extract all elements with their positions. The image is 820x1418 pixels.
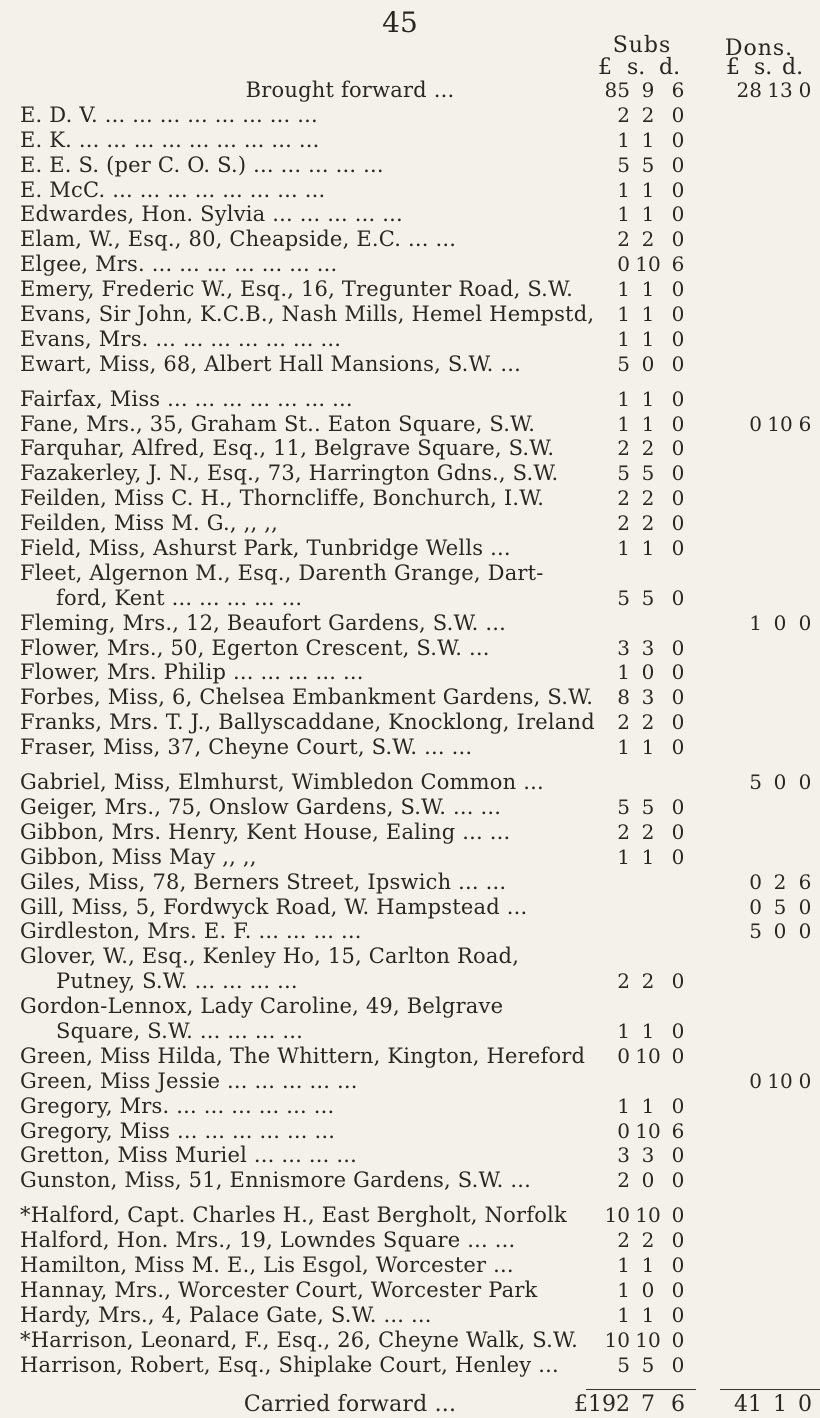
subs-pence: 0: [671, 1168, 685, 1193]
subs-unit-pence: d.: [659, 55, 681, 80]
subscriber-name: Fairfax, Miss ... ... ... ... ... ... ...: [20, 386, 353, 411]
subs-shillings: 10: [635, 1327, 661, 1352]
dons-pence: 0: [798, 1068, 812, 1093]
ledger-row: [20, 1228, 800, 1253]
ledger-row: [20, 894, 812, 920]
subs-shillings: 1: [641, 844, 655, 869]
subs-pounds: 2: [617, 969, 630, 994]
subs-pence: 0: [671, 585, 685, 610]
ledger-row: [20, 103, 800, 128]
subscriber-name: Ewart, Miss, 68, Albert Hall Mansions, S.W. ...: [20, 351, 522, 376]
carried-dons-pounds: 41: [734, 1392, 762, 1418]
dons-shillings: 0: [773, 610, 787, 635]
subs-pence: 0: [671, 1093, 685, 1118]
subs-pence: 0: [671, 302, 685, 327]
subs-pence: 0: [671, 461, 685, 486]
subs-pence: 0: [671, 710, 685, 735]
subscriber-name: Gretton, Miss Muriel ... ... ... ...: [20, 1143, 358, 1168]
dons-pounds: 0: [749, 1068, 762, 1093]
subscriber-name: Flower, Mrs. Philip ... ... ... ... ...: [20, 660, 364, 685]
dons-pence: 6: [798, 411, 812, 436]
subscriber-name: E. E. S. (per C. O. S.) ... ... ... ... ...: [20, 152, 384, 177]
dons-unit-pounds: £: [726, 55, 740, 80]
subs-pounds: 8: [617, 685, 630, 710]
subs-pence: 0: [671, 486, 685, 511]
dons-unit-shillings: s.: [754, 55, 773, 80]
subs-pounds: 1: [617, 735, 630, 760]
subs-pounds: 0: [617, 1043, 630, 1068]
subscriber-name: Franks, Mrs. T. J., Ballyscaddane, Knocklong, Ireland: [20, 710, 595, 735]
subs-pounds: 1: [617, 844, 630, 869]
subs-pence: 0: [671, 1143, 685, 1168]
dons-pence: 0: [798, 770, 812, 795]
subscriber-name: *Harrison, Leonard, F., Esq., 26, Cheyne Walk, S.W.: [20, 1327, 578, 1352]
ledger-row: [20, 153, 800, 178]
subs-pence: 0: [671, 1277, 685, 1302]
subs-pence: 0: [671, 326, 685, 351]
subs-pence: 0: [671, 1203, 685, 1228]
subs-shillings: 2: [641, 227, 655, 252]
subscription-ledger: [20, 78, 812, 1418]
ledger-row: [20, 869, 812, 895]
subscriber-name: Evans, Mrs. ... ... ... ... ... ... ...: [20, 326, 342, 351]
subs-pounds: 2: [617, 436, 630, 461]
subs-pence: 0: [671, 351, 685, 376]
subs-pence: 0: [671, 1352, 685, 1377]
ledger-row: [20, 1143, 800, 1168]
subs-pounds: 2: [617, 227, 630, 252]
subs-pounds: 1: [617, 1277, 630, 1302]
section-gap: [20, 760, 800, 770]
subs-shillings: 10: [635, 1118, 661, 1143]
carried-forward-row: [20, 1392, 812, 1418]
subs-pence: 0: [671, 735, 685, 760]
ledger-row: [20, 586, 800, 611]
subs-pence: 6: [671, 1118, 685, 1143]
subscriber-name: Forbes, Miss, 6, Chelsea Embankment Gardens, S.W.: [20, 685, 594, 710]
subs-shillings: 10: [635, 1203, 661, 1228]
subs-pence: 0: [671, 794, 685, 819]
subscriber-name: Hardy, Mrs., 4, Palace Gate, S.W. ... ...: [20, 1302, 432, 1327]
subscriber-name: Emery, Frederic W., Esq., 16, Tregunter Road, S.W.: [20, 277, 574, 302]
dons-pounds: 5: [749, 770, 762, 795]
subs-pence: 0: [671, 536, 685, 561]
ledger-row: [20, 1168, 800, 1193]
ledger-row: [20, 820, 800, 845]
subscriber-name: Elgee, Mrs. ... ... ... ... ... ... ...: [20, 252, 338, 277]
dons-pounds: 1: [749, 610, 762, 635]
ledger-row: [20, 1019, 800, 1044]
ledger-row: [20, 387, 800, 412]
subs-shillings: 2: [641, 1228, 655, 1253]
subs-pounds: 5: [617, 461, 630, 486]
ledger-row: [20, 486, 800, 511]
ledger-row: [20, 1328, 800, 1353]
subs-shillings: 1: [641, 127, 655, 152]
ledger-row: [20, 227, 800, 252]
dons-header: Dons.: [724, 36, 794, 61]
subs-shillings: 1: [641, 735, 655, 760]
subs-pounds: 10: [604, 1203, 630, 1228]
subs-unit-shillings: s.: [627, 55, 646, 80]
subs-pounds: 1: [617, 127, 630, 152]
subs-pounds: 1: [617, 1018, 630, 1043]
subscriber-name: E. D. V. ... ... ... ... ... ... ... ...: [20, 102, 318, 127]
subs-shillings: 5: [641, 1352, 655, 1377]
subs-shillings: 1: [641, 1252, 655, 1277]
ledger-row: [20, 327, 800, 352]
dons-pence: 0: [798, 78, 812, 102]
subs-shillings: 3: [641, 635, 655, 660]
dons-pounds: 0: [749, 411, 762, 436]
ledger-row: [20, 919, 812, 944]
subscriber-name: Farquhar, Alfred, Esq., 11, Belgrave Square, S.W.: [20, 436, 555, 461]
ledger-row: [20, 1303, 800, 1328]
subscriber-name: Geiger, Mrs., 75, Onslow Gardens, S.W. ... ...: [20, 794, 502, 819]
ledger-row: [20, 1203, 800, 1228]
ledger-row: [20, 511, 800, 536]
subscriber-name: Harrison, Robert, Esq., Shiplake Court, Henley ...: [20, 1352, 559, 1377]
ledger-row: [20, 561, 800, 586]
subs-pounds: 1: [617, 386, 630, 411]
ledger-row: [20, 536, 800, 561]
subs-pounds: 1: [617, 202, 630, 227]
ledger-row: [20, 1094, 800, 1119]
ledger-row: [20, 277, 800, 302]
carried-dons-pence: 0: [798, 1392, 812, 1418]
subs-shillings: 3: [641, 685, 655, 710]
ledger-row: [20, 735, 800, 760]
subs-pounds: 1: [617, 1302, 630, 1327]
carried-subs-pence: 6: [671, 1392, 685, 1418]
subs-pounds: 1: [617, 660, 630, 685]
dons-pounds: 0: [749, 869, 762, 894]
section-gap: [20, 1377, 800, 1387]
ledger-row: [20, 436, 800, 461]
subs-pounds: 1: [617, 536, 630, 561]
subs-pence: 0: [671, 1018, 685, 1043]
subs-pence: 0: [671, 635, 685, 660]
ledger-row: [20, 710, 800, 735]
subscriber-name: Putney, S.W. ... ... ... ...: [56, 969, 298, 994]
subs-pounds: 1: [617, 302, 630, 327]
subs-pence: 0: [671, 819, 685, 844]
subscriber-name: Gill, Miss, 5, Fordwyck Road, W. Hampstead ...: [20, 894, 528, 919]
subs-shillings: 2: [641, 511, 655, 536]
subs-shillings: 1: [641, 177, 655, 202]
ledger-row: [20, 1044, 800, 1069]
subscriber-name: Hamilton, Miss M. E., Lis Esgol, Worcester ...: [20, 1252, 514, 1277]
subs-header: Subs: [612, 33, 672, 58]
subs-pounds: 85: [604, 78, 630, 102]
subs-shillings: 10: [635, 1043, 661, 1068]
carried-forward-label: Carried forward ...: [243, 1392, 457, 1418]
subs-shillings: 2: [641, 969, 655, 994]
subs-pence: 0: [671, 436, 685, 461]
subs-shillings: 0: [641, 1277, 655, 1302]
carried-subs-shillings: 7: [641, 1392, 655, 1418]
subscriber-name: Green, Miss Hilda, The Whittern, Kington, Hereford: [20, 1043, 586, 1068]
subs-shillings: 10: [635, 252, 661, 277]
ledger-row: [20, 685, 800, 710]
subs-pence: 0: [671, 127, 685, 152]
subscriber-name: Gunston, Miss, 51, Ennismore Gardens, S.W. ...: [20, 1168, 531, 1193]
subs-pence: 0: [671, 411, 685, 436]
subscriber-name: Gibbon, Miss May ,, ,,: [20, 844, 257, 869]
dons-shillings: 13: [767, 78, 793, 102]
subs-shillings: 5: [641, 461, 655, 486]
subs-shillings: 1: [641, 1093, 655, 1118]
ledger-row: [20, 636, 800, 661]
subscriber-name: Girdleston, Mrs. E. F. ... ... ... ...: [20, 919, 362, 944]
ledger-row: [20, 461, 800, 486]
dons-pounds: 28: [736, 78, 762, 102]
dons-shillings: 10: [767, 1068, 793, 1093]
carried-subs-pounds: £192: [574, 1392, 630, 1418]
subscriber-name: Gregory, Mrs. ... ... ... ... ... ...: [20, 1093, 335, 1118]
subs-shillings: 0: [641, 660, 655, 685]
ledger-row: [20, 1353, 800, 1378]
subs-shillings: 2: [641, 102, 655, 127]
subs-shillings: 5: [641, 585, 655, 610]
section-gap: [20, 377, 800, 387]
subscriber-name: Feilden, Miss M. G., ,, ,,: [20, 511, 278, 536]
subs-pounds: 2: [617, 511, 630, 536]
section-gap: [20, 1193, 800, 1203]
ledger-row: [20, 994, 800, 1019]
ledger-row: [20, 770, 812, 795]
subs-shillings: 2: [641, 710, 655, 735]
subs-shillings: 3: [641, 1143, 655, 1168]
subscriber-name: Gibbon, Mrs. Henry, Kent House, Ealing ... ...: [20, 819, 511, 844]
ledger-row: [20, 411, 812, 437]
subs-pounds: 1: [617, 1093, 630, 1118]
subs-pence: 0: [671, 969, 685, 994]
subs-pounds: 0: [617, 1118, 630, 1143]
ledger-row: [20, 302, 800, 327]
ledger-row: [20, 944, 800, 969]
ledger-row: [20, 1119, 800, 1144]
subs-pounds: 1: [617, 411, 630, 436]
subscriber-name: Gordon-Lennox, Lady Caroline, 49, Belgrave: [20, 994, 504, 1019]
subs-pence: 0: [671, 1043, 685, 1068]
subs-shillings: 1: [641, 386, 655, 411]
subscriber-name: Giles, Miss, 78, Berners Street, Ipswich ... ...: [20, 869, 507, 894]
subscriber-name: Fleming, Mrs., 12, Beaufort Gardens, S.W. ...: [20, 610, 507, 635]
subscriber-name: Hannay, Mrs., Worcester Court, Worcester Park: [20, 1277, 538, 1302]
subs-pence: 0: [671, 152, 685, 177]
ledger-row: [20, 1068, 812, 1094]
subs-pence: 0: [671, 1252, 685, 1277]
subscriber-name: Evans, Sir John, K.C.B., Nash Mills, Hemel Hempstd,: [20, 302, 595, 327]
subs-pounds: 2: [617, 1168, 630, 1193]
subs-pence: 0: [671, 102, 685, 127]
subs-pence: 0: [671, 685, 685, 710]
subscriber-name: Square, S.W. ... ... ... ...: [56, 1018, 303, 1043]
subscriber-name: ford, Kent ... ... ... ... ...: [56, 585, 303, 610]
subs-pence: 0: [671, 1302, 685, 1327]
subscriber-name: Feilden, Miss C. H., Thorncliffe, Bonchurch, I.W.: [20, 486, 545, 511]
dons-pounds: 5: [749, 919, 762, 944]
ledger-row: [20, 202, 800, 227]
subs-shillings: 9: [641, 78, 655, 102]
subscriber-name: E. K. ... ... ... ... ... ... ... ... ...: [20, 127, 320, 152]
subs-shillings: 1: [641, 536, 655, 561]
subscriber-name: Green, Miss Jessie ... ... ... ... ...: [20, 1068, 358, 1093]
subscriber-name: Fraser, Miss, 37, Cheyne Court, S.W. ... ...: [20, 735, 473, 760]
subscriber-name: Elam, W., Esq., 80, Cheapside, E.C. ... ...: [20, 227, 457, 252]
dons-pence: 0: [798, 610, 812, 635]
subs-pounds: 2: [617, 486, 630, 511]
dons-pence: 6: [798, 869, 812, 894]
subscriber-name: *Halford, Capt. Charles H., East Bergholt, Norfolk: [20, 1203, 567, 1228]
subscriber-name: E. McC. ... ... ... ... ... ... ... ...: [20, 177, 326, 202]
dons-shillings: 10: [767, 411, 793, 436]
subs-pence: 0: [671, 386, 685, 411]
ledger-row: [20, 610, 812, 636]
ledger-row: [20, 178, 800, 203]
subs-shillings: 1: [641, 411, 655, 436]
subs-pounds: 1: [617, 277, 630, 302]
subs-pounds: 2: [617, 1228, 630, 1253]
dons-shillings: 2: [773, 869, 787, 894]
subs-pence: 0: [671, 277, 685, 302]
subs-pence: 0: [671, 660, 685, 685]
carried-dons-shillings: 1: [773, 1392, 787, 1418]
subs-shillings: 5: [641, 152, 655, 177]
dons-shillings: 0: [773, 770, 787, 795]
subs-pounds: 5: [617, 585, 630, 610]
subs-pounds: 3: [617, 635, 630, 660]
subs-pence: 0: [671, 1228, 685, 1253]
subscriber-name: Brought forward ...: [245, 78, 455, 102]
ledger-row: [20, 252, 800, 277]
subs-total-rule: [586, 1389, 696, 1390]
subscriber-name: Fane, Mrs., 35, Graham St.. Eaton Square, S.W.: [20, 411, 536, 436]
subs-pence: 0: [671, 202, 685, 227]
subs-shillings: 1: [641, 1018, 655, 1043]
subs-pence: 0: [671, 227, 685, 252]
subscriber-name: Flower, Mrs., 50, Egerton Crescent, S.W. ...: [20, 635, 490, 660]
subs-pounds: 2: [617, 819, 630, 844]
subs-pounds: 5: [617, 351, 630, 376]
subs-shillings: 1: [641, 277, 655, 302]
dons-pence: 0: [798, 919, 812, 944]
ledger-row: [20, 795, 800, 820]
dons-shillings: 5: [773, 894, 787, 919]
subscriber-name: Halford, Hon. Mrs., 19, Lowndes Square ... ...: [20, 1228, 516, 1253]
subs-pounds: 0: [617, 252, 630, 277]
subs-pounds: 5: [617, 1352, 630, 1377]
subs-shillings: 0: [641, 1168, 655, 1193]
subscriber-name: Field, Miss, Ashurst Park, Tunbridge Wells ...: [20, 536, 511, 561]
subs-pounds: 5: [617, 152, 630, 177]
subs-pence: 6: [671, 252, 685, 277]
subs-shillings: 1: [641, 326, 655, 351]
subs-pounds: 1: [617, 326, 630, 351]
subscriber-name: Gregory, Miss ... ... ... ... ... ...: [20, 1118, 336, 1143]
subs-pounds: 10: [604, 1327, 630, 1352]
subscriber-name: Edwardes, Hon. Sylvia ... ... ... ... ...: [20, 202, 403, 227]
dons-unit-pence: d.: [782, 55, 804, 80]
subscriber-name: Fleet, Algernon M., Esq., Darenth Grange, Dart-: [20, 560, 544, 585]
subs-pounds: 2: [617, 710, 630, 735]
ledger-row: [20, 128, 800, 153]
subscriber-name: Glover, W., Esq., Kenley Ho, 15, Carlton Road,: [20, 944, 520, 969]
page-number: 45: [382, 6, 418, 39]
subs-pounds: 5: [617, 794, 630, 819]
subs-pounds: 1: [617, 1252, 630, 1277]
subs-pence: 0: [671, 844, 685, 869]
subs-shillings: 2: [641, 819, 655, 844]
dons-pence: 0: [798, 894, 812, 919]
subs-shillings: 2: [641, 486, 655, 511]
ledger-row: [20, 78, 812, 103]
dons-shillings: 0: [773, 919, 787, 944]
ledger-row: [20, 969, 800, 994]
subs-pence: 0: [671, 177, 685, 202]
ledger-row: [20, 660, 800, 685]
subs-shillings: 1: [641, 202, 655, 227]
dons-total-rule: [720, 1389, 820, 1390]
subs-shillings: 0: [641, 351, 655, 376]
subscriber-name: Fazakerley, J. N., Esq., 73, Harrington Gdns., S.W.: [20, 461, 559, 486]
subs-pounds: 3: [617, 1143, 630, 1168]
subs-shillings: 1: [641, 1302, 655, 1327]
subs-pence: 0: [671, 511, 685, 536]
ledger-row: [20, 845, 800, 870]
subs-pence: 6: [671, 78, 685, 102]
dons-pounds: 0: [749, 894, 762, 919]
ledger-row: [20, 1253, 800, 1278]
subs-pounds: 1: [617, 177, 630, 202]
subs-pounds: 2: [617, 102, 630, 127]
ledger-row: [20, 1278, 800, 1303]
subs-unit-pounds: £: [598, 55, 612, 80]
subscriber-name: Gabriel, Miss, Elmhurst, Wimbledon Common ...: [20, 770, 544, 795]
subs-shillings: 2: [641, 436, 655, 461]
subs-pence: 0: [671, 1327, 685, 1352]
ledger-row: [20, 352, 800, 377]
subs-shillings: 5: [641, 794, 655, 819]
subs-shillings: 1: [641, 302, 655, 327]
